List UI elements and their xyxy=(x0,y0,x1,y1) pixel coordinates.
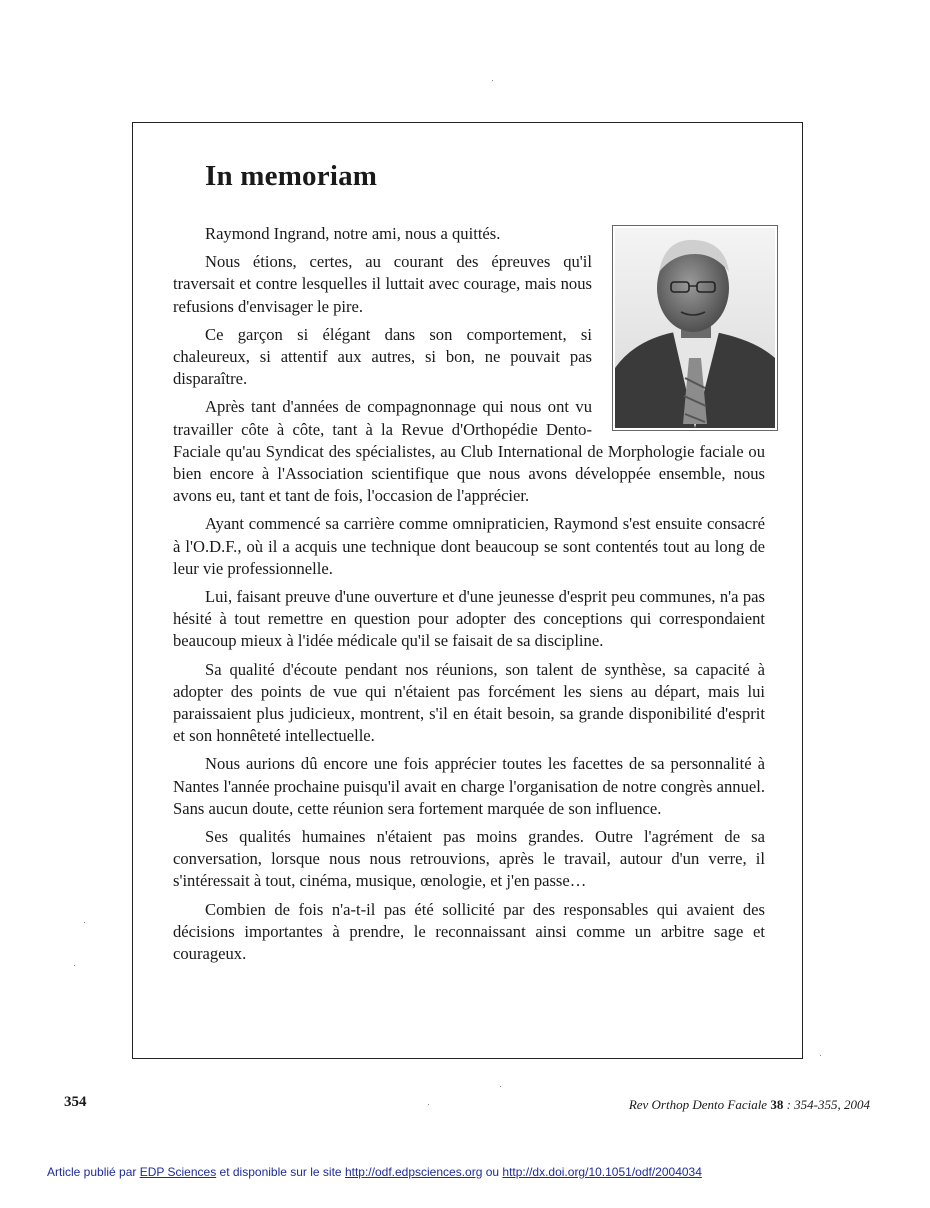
page-title: In memoriam xyxy=(205,160,378,192)
scan-speck xyxy=(428,1104,429,1105)
paragraph: Ce garçon si élégant dans son comportement, si chaleureux, si attentif aux autres, si bon, ne pouvait pas disparaître. xyxy=(173,324,592,389)
paragraph: Lui, faisant preuve d'une ouverture et d'une jeunesse d'esprit peu communes, n'a pas hésité à tout remettre en question pour adopter des conceptions qui correspondaient beaucoup mieux à l'idée médicale qu'il se faisait de sa discipline. xyxy=(173,587,765,651)
journal-pages: : 354-355, 2004 xyxy=(786,1097,870,1112)
paragraph: Nous étions, certes, au courant des épreuves qu'il traversait et contre lesquelles il luttait avec courage, mais nous refusions d'envisager le pire. xyxy=(173,252,592,316)
footer-prefix: Article publié par xyxy=(47,1165,140,1179)
doi-link[interactable]: http://dx.doi.org/10.1051/odf/2004034 xyxy=(502,1165,702,1179)
site-link[interactable]: http://odf.edpsciences.org xyxy=(344,1165,483,1179)
journal-name: Rev Orthop Dento Faciale xyxy=(628,1097,768,1112)
footer-middle: et disponible sur le site xyxy=(216,1165,345,1179)
journal-volume: 38 xyxy=(770,1097,784,1112)
scan-speck xyxy=(820,1055,821,1056)
scan-speck xyxy=(84,922,85,923)
portrait-image xyxy=(615,228,775,428)
paragraph: Raymond Ingrand, notre ami, nous a quittés. xyxy=(205,224,501,243)
article-body xyxy=(173,223,765,971)
paragraph: Nous aurions dû encore une fois apprécier toutes les facettes de sa personnalité à Nantes l'année prochaine puisqu'il avait en charge l'organisation de notre congrès annuel. Sans aucun doute, cette réunion sera fortement marquée de son influence. xyxy=(173,754,765,818)
publication-footer xyxy=(47,1165,702,1179)
scan-speck xyxy=(500,1086,501,1087)
paragraph: Après tant d'années de compagnonnage qui nous ont vu travailler côte à côte, tant à la Revue d'Orthopédie Dento-Faciale qu'au Syndicat des spécialistes, au Club International de Morphologie faciale ou bien encore à l'Association scientifique que nous avons développée ensemble, nous avons eu, tant et tant de fois, l'occasion de l'apprécier. xyxy=(173,397,765,506)
portrait-photo xyxy=(612,225,778,431)
paragraph: Sa qualité d'écoute pendant nos réunions, son talent de synthèse, sa capacité à adopter des points de vue qui n'étaient pas forcément les siens au départ, mais lui paraissaient plus judicieux, montrent, s'il en était besoin, sa grande disponibilité d'esprit et son honnêteté intellectuelle. xyxy=(173,659,765,746)
journal-citation xyxy=(629,1097,870,1113)
paragraph: Ses qualités humaines n'étaient pas moins grandes. Outre l'agrément de sa conversation, lorsque nous nous retrouvions, après le travail, autour d'un verre, il s'intéressait à tout, cinéma, musique, œnologie, et j'en passe… xyxy=(173,827,765,891)
publisher-link[interactable]: EDP Sciences xyxy=(139,1165,217,1179)
scan-speck xyxy=(74,965,75,966)
scan-speck xyxy=(492,80,493,81)
page-number: 354 xyxy=(64,1094,87,1110)
paragraph: Combien de fois n'a-t-il pas été sollicité par des responsables qui avaient des décisions importantes à prendre, le reconnaissant ainsi comme un arbitre sage et courageux. xyxy=(173,899,765,964)
paragraph: Ayant commencé sa carrière comme omnipraticien, Raymond s'est ensuite consacré à l'O.D.F., où il a acquis une technique dont beaucoup se sont contentés tout au long de leur vie professionnelle. xyxy=(173,514,765,578)
footer-or: ou xyxy=(482,1165,503,1179)
